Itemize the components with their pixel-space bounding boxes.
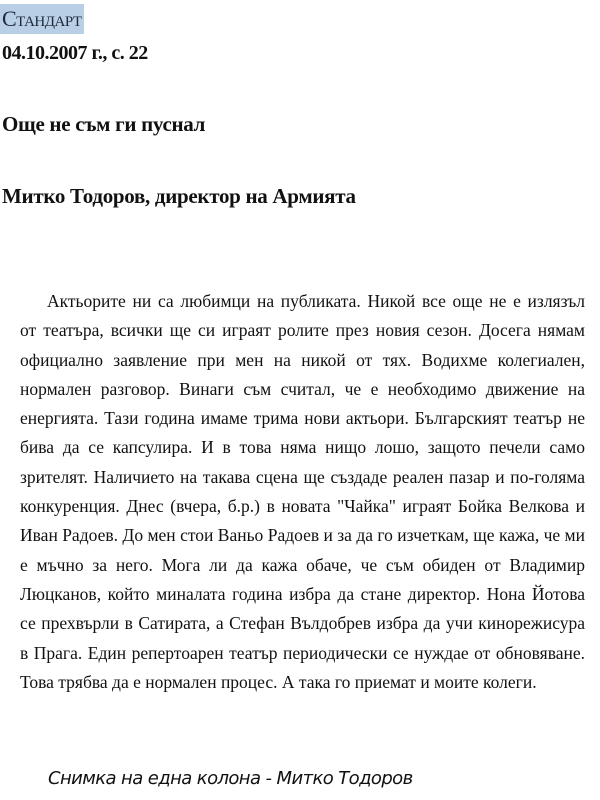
body-line: зрителят. Наличието на такава сцена ще създаде реален пазар и по-голяма (20, 466, 585, 487)
body-line: конкуренция. Днес (вчера, б.р.) в новата "Чайка" играят Бойка Велкова и (20, 496, 585, 517)
body-line: се прехвърли в Сатирата, а Стефан Вълдобрев избра да учи кинорежисура (20, 613, 585, 634)
article-title: Още не съм ги пуснал (2, 112, 206, 136)
body-line: бива да се капсулира. И в това няма нищо лошо, защото печели само (20, 437, 585, 458)
photo-caption: Снимка на една колона - Митко Тодоров (48, 768, 413, 789)
article-body (20, 287, 585, 697)
newspaper-logo: Стандарт (0, 4, 84, 34)
publication-date: 04.10.2007 г., с. 22 (2, 42, 148, 64)
article-subtitle: Митко Тодоров, директор на Армията (2, 184, 356, 208)
body-line: нормален разговор. Винаги съм считал, че е необходимо движение на (20, 378, 585, 399)
body-line: Актьорите ни са любимци на публиката. Никой все още не е излязъл (47, 291, 585, 311)
body-line: Иван Радоев. До мен стои Ваньо Радоев и за да го изчеткам, ще кажа, че ми (20, 525, 585, 546)
body-line: Люцканов, който миналата година избра да стане директор. Нона Йотова (20, 583, 585, 604)
body-line: енергията. Тази година имаме трима нови актьори. Българският театър не (20, 408, 585, 429)
body-line: е мъчно за него. Мога ли да кажа обаче, че съм обиден от Владимир (20, 554, 585, 575)
body-line: в Прага. Един репертоарен театър периодически се нуждае от обновяване. (20, 642, 585, 663)
body-line: от театъра, всички ще си играят ролите през новия сезон. Досега нямам (20, 320, 585, 341)
body-line: Това трябва да е нормален процес. А така го приемат и моите колеги. (20, 671, 537, 692)
body-line: официално заявление при мен на никой от тях. Водихме колегиален, (20, 349, 585, 370)
